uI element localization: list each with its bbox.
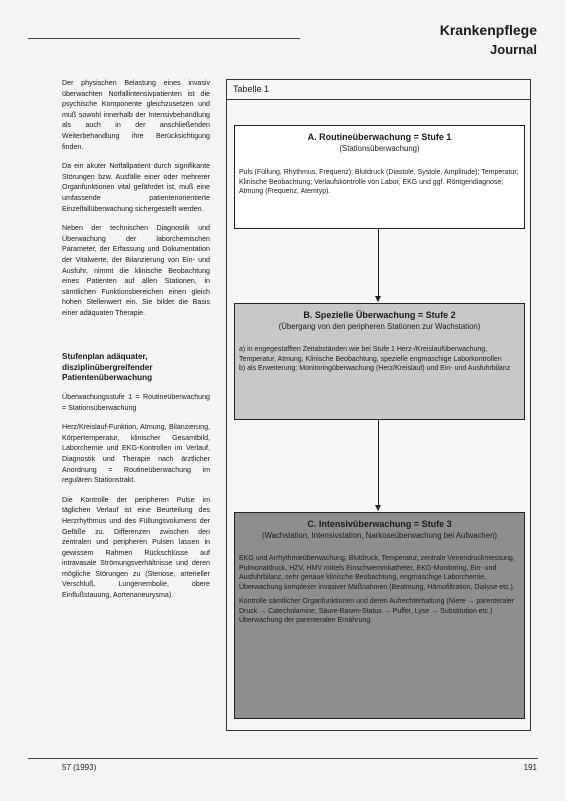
- stage-1-subtitle: (Stationsüberwachung): [339, 144, 420, 153]
- table-1: [226, 79, 531, 731]
- header-rule: [28, 38, 300, 39]
- page-number: 191: [523, 763, 537, 772]
- body-paragraph: Herz/Kreislauf-Funktion, Atmung, Bilanzierung, Körpertemperatur, klinischer Gesamtbild, Laborchemie und EKG-Kontrollen im Verlauf, Diagnostik und Therapie nach ärztlicher Anordnung = Routineüberwachung im regulären Stationstrakt.: [62, 423, 210, 485]
- stage-3-title: C. Intensivüberwachung = Stufe 3: [307, 519, 452, 529]
- stage-2-body-b: b) als Erweiterung: Monitoringüberwachung (Herz/Kreislauf) und Ein- und Ausfuhrbilanz: [239, 365, 511, 372]
- stage-1-body: Puls (Füllung, Rhythmus, Frequenz); Blutdruck (Diastole, Systole, Amplitude); Temperatur; Klinische Beobachtung; Verlaufskontrolle von Labor, EKG und ggf. Röntgendiagnose; Atmung (Frequenz, Atemtyp).: [239, 169, 519, 195]
- section-heading: Stufenplan adäquater, disziplinübergreifender Patientenüberwachung: [62, 352, 153, 383]
- stage-3-box: [234, 512, 525, 719]
- stage-3-subtitle: (Wachstation, Intensivstation, Narkoseüberwachung bei Aufwachen): [261, 531, 498, 540]
- stage-1-title: A. Routineüberwachung = Stufe 1: [307, 132, 452, 142]
- footer-rule: [28, 758, 538, 759]
- stage-3-body-2: Kontrolle sämtlicher Organfunktionen und deren Aufrechterhaltung (Niere → parenteraler Druck → Catecholamine, Säure-Basen-Status → Puffer, Lyse → Substitution etc.) Überwachung der parenteralen Ernährung.: [239, 598, 515, 624]
- journal-title: Krankenpflege: [439, 22, 537, 38]
- stage-2-subtitle: (Übergang von den peripheren Stationen zur Wachstation): [278, 322, 481, 331]
- body-paragraph: Der physischen Belastung eines invasiv überwachten Notfallintensivpatienten ist die psychische Komponente gleichzusetzen und muß sowohl innerhalb der Intensivbehandlung als auch in der anschließenden Weiterbehandlung ihre Berücksichtigung finden.: [62, 79, 210, 151]
- issue-number: 57 (1993): [62, 763, 97, 772]
- down-arrow-icon: [378, 228, 379, 301]
- body-text-column: [62, 78, 210, 610]
- stage-3-body-1: EKG und Arrhythmieüberwachung, Blutdruck, Temperatur, zentrale Venendruckmessung, Pulmonaldruck, HZV, HMV mittels Einschwemmkatheter, EKG-Monitoring, Ein- und Ausfuhrbilanz, sehr genaue klinische Beobachtung, engmaschige Laborchemie, Überwachung komplexer invasiver Maßnahmen (Beatmung, Hämofiltration, Dialyse etc.).: [239, 555, 515, 591]
- stage-2-body-a: a) in engegestafften Zeitabständen wie bei Stufe 1 Herz-/Kreislaufüberwachung, Temperatur, Atmung, Klinische Beobachtung, spezielle engmaschige Laborkontrollen: [239, 346, 502, 363]
- stufe1-line: Überwachungsstufe 1 = Routineüberwachung = Stationsüberwachung: [62, 392, 210, 412]
- journal-subtitle: Journal: [490, 42, 537, 57]
- stage-1-box: [234, 125, 525, 229]
- table-label: Tabelle 1: [233, 84, 270, 94]
- body-paragraph: Die Kontrolle der peripheren Pulse im täglichen Verlauf ist eine Beurteilung des Herzrhythmus und des Füllungsvolumens der Gefäße zu. Differenzen zwischen den zentralen und peripheren Pulsen lassen in gewissem Rahmen Rückschlüsse auf intravasale Strömungsverhältnisse und deren mögliche Störungen zu (Stenose, arterieller Verschluß, Lungenembolie, obere Einflußstauung, Aortenaneurysma).: [62, 495, 210, 600]
- down-arrow-icon: [378, 419, 379, 510]
- stage-2-title: B. Spezielle Überwachung = Stufe 2: [303, 310, 456, 320]
- body-paragraph: Da ein akuter Notfallpatient durch signifikante Störungen bzw. Ausfälle einer oder mehrerer Organfunktionen vital gefährdet ist, muß eine umfassende patientenorientierte Einzelfallüberwachung sichergestellt werden.: [62, 162, 210, 213]
- table-label-rule: [227, 99, 530, 100]
- body-paragraph: Neben der technischen Diagnostik und Überwachung der laborchemischen Parameter, der Erfassung und Dokumentation der Vitalwerte, der Bilanzierung von Ein- und Ausfuhr, nimmt die klinische Beobachtung eines Patienten auf allen Stationen, in sämtlichen Funktionsbereichen einen gleich hohen Stellenwert ein. Sie bildet die Basis einer adäquaten Therapie.: [62, 224, 210, 317]
- stage-2-box: [234, 303, 525, 420]
